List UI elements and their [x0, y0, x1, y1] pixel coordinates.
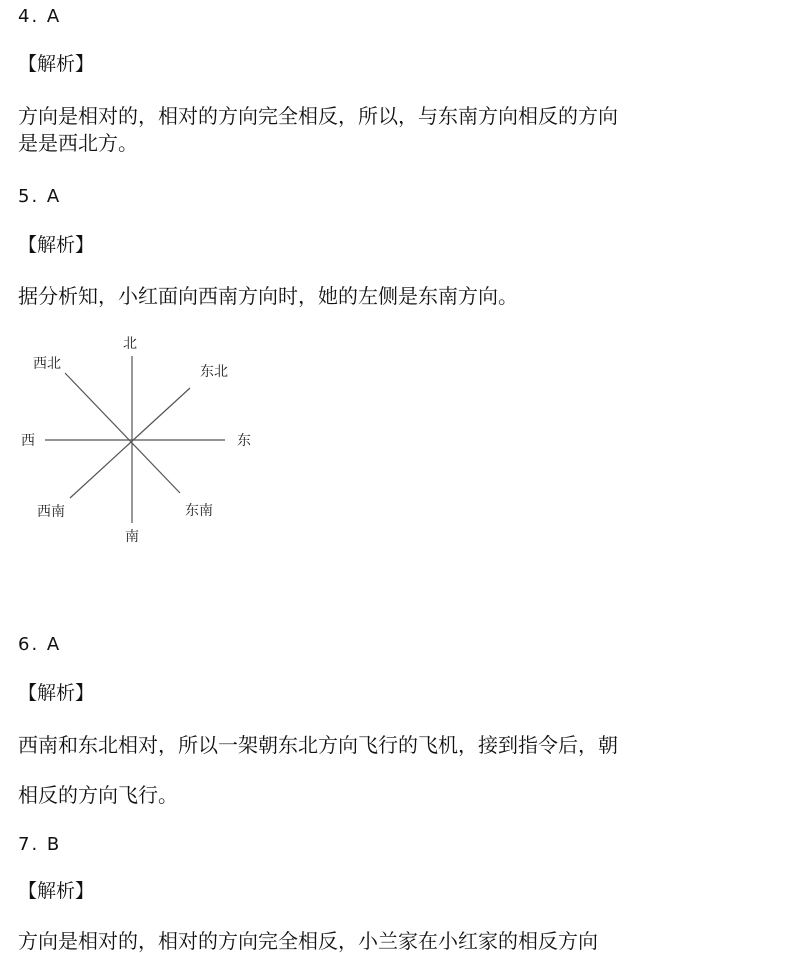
answer-5: 5. A	[18, 186, 62, 207]
answer-6: 6. A	[18, 634, 62, 655]
analysis-heading-7: 【解析】	[18, 880, 95, 902]
compass-label-northeast: 东北	[200, 364, 228, 380]
compass-label-west: 西	[21, 433, 35, 449]
compass-label-south: 南	[125, 529, 139, 545]
northeast-southwest-line	[70, 388, 190, 498]
analysis-heading-6: 【解析】	[18, 682, 95, 704]
analysis-text-6-line2: 相反的方向飞行。	[18, 783, 178, 807]
compass-label-southwest: 西南	[37, 504, 65, 520]
analysis-text-6-line1: 西南和东北相对，所以一架朝东北方向飞行的飞机，接到指令后，朝	[18, 733, 618, 757]
compass-label-southeast: 东南	[185, 503, 213, 519]
analysis-text-4-line1: 方向是相对的，相对的方向完全相反，所以，与东南方向相反的方向	[18, 104, 618, 128]
answer-4: 4. A	[18, 6, 62, 27]
analysis-text-7-line1: 方向是相对的，相对的方向完全相反，小兰家在小红家的相反方向	[18, 929, 598, 953]
compass-diagram	[15, 328, 265, 558]
analysis-heading-5: 【解析】	[18, 234, 95, 256]
answer-7: 7. B	[18, 834, 62, 855]
compass-label-northwest: 西北	[33, 356, 61, 372]
analysis-heading-4: 【解析】	[18, 53, 95, 75]
analysis-text-5-line1: 据分析知，小红面向西南方向时，她的左侧是东南方向。	[18, 284, 518, 308]
compass-label-north: 北	[123, 336, 137, 352]
compass-label-east: 东	[237, 433, 251, 449]
northwest-southeast-line	[65, 373, 180, 493]
analysis-text-4-line2: 是是西北方。	[18, 131, 138, 155]
